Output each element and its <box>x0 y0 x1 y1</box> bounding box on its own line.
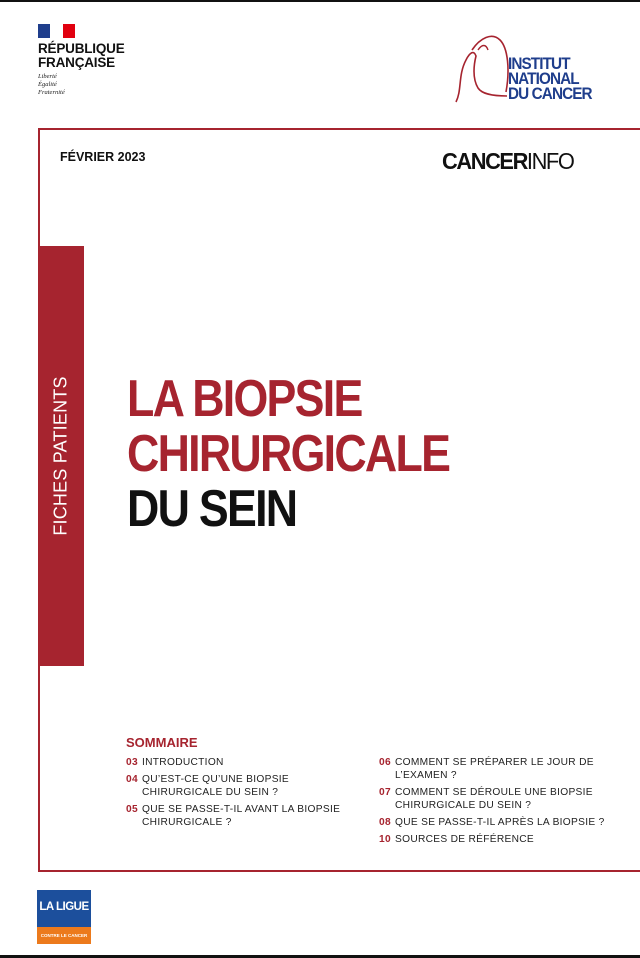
sommaire-heading: SOMMAIRE <box>126 735 198 750</box>
cancer-info-brand <box>442 148 573 175</box>
toc-column-right <box>379 756 629 850</box>
toc-page: 10 <box>379 834 391 845</box>
title-line3: DU SEIN <box>127 480 297 538</box>
french-flag-icon <box>38 24 75 38</box>
toc-column-left <box>126 756 356 833</box>
republique-motto <box>38 73 125 97</box>
ligue-bottom: CONTRE LE CANCER <box>37 927 91 944</box>
title-line1: LA BIOPSIE <box>127 370 362 428</box>
toc-page: 07 <box>379 787 391 798</box>
side-label: FICHES PATIENTS <box>50 376 71 536</box>
inca-line1: INSTITUT <box>508 54 570 73</box>
document-title <box>127 372 449 537</box>
toc-page: 06 <box>379 757 391 768</box>
toc-label: INTRODUCTION <box>142 757 224 768</box>
toc-page: 04 <box>126 774 138 785</box>
toc-item[interactable] <box>379 833 629 846</box>
toc-item[interactable] <box>379 756 629 782</box>
toc-label: QUE SE PASSE-T-IL AVANT LA BIOPSIE CHIRURGICALE ? <box>142 804 341 828</box>
republique-line2: FRANÇAISE <box>38 55 115 70</box>
brand-bold: CANCER <box>442 148 527 174</box>
toc-label: QU’EST-CE QU’UNE BIOPSIE CHIRURGICALE DU SEIN ? <box>142 774 290 798</box>
toc-item[interactable] <box>379 816 629 829</box>
publication-date: FÉVRIER 2023 <box>60 150 146 164</box>
institut-national-du-cancer-logo <box>452 30 612 105</box>
ligue-top: LA LIGUE <box>37 890 91 927</box>
side-band <box>38 246 84 666</box>
republique-name <box>38 42 125 70</box>
motto-egalite: Égalité <box>38 81 57 88</box>
republique-francaise-logo <box>38 24 125 97</box>
toc-label: SOURCES DE RÉFÉRENCE <box>395 834 535 845</box>
inca-line2: NATIONAL <box>508 69 579 88</box>
republique-line1: RÉPUBLIQUE <box>38 41 125 56</box>
title-line2: CHIRURGICALE <box>127 425 450 483</box>
motto-liberte: Liberté <box>38 73 57 80</box>
toc-item[interactable] <box>126 803 356 829</box>
inca-line3: DU CANCER <box>508 84 592 103</box>
toc-page: 05 <box>126 804 138 815</box>
toc-page: 03 <box>126 757 138 768</box>
toc-item[interactable] <box>126 756 356 769</box>
brand-light: INFO <box>526 148 574 174</box>
toc-item[interactable] <box>379 786 629 812</box>
toc-label: QUE SE PASSE-T-IL APRÈS LA BIOPSIE ? <box>395 817 605 828</box>
motto-fraternite: Fraternité <box>38 89 65 96</box>
toc-label: COMMENT SE DÉROULE UNE BIOPSIE CHIRURGICALE DU SEIN ? <box>395 787 593 811</box>
toc-item[interactable] <box>126 773 356 799</box>
la-ligue-logo <box>37 890 91 944</box>
toc-label: COMMENT SE PRÉPARER LE JOUR DE L’EXAMEN ? <box>395 757 594 781</box>
top-border <box>0 0 640 2</box>
toc-page: 08 <box>379 817 391 828</box>
